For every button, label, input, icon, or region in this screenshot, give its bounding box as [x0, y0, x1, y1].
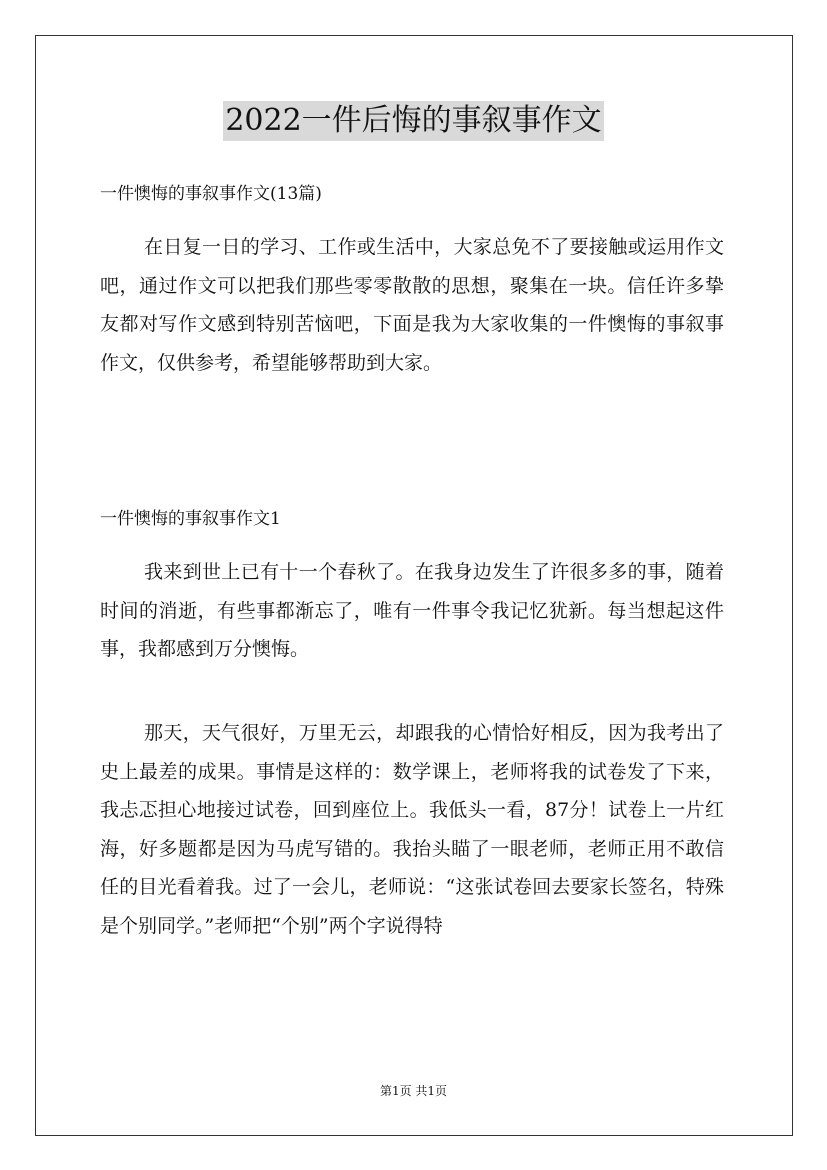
document-subtitle: 一件懊悔的事叙事作文(13篇)	[100, 184, 322, 204]
body-paragraph-1: 我来到世上已有十一个春秋了。在我身边发生了许很多多的事，随着时间的消逝，有些事都渐忘了，唯有一件事令我记忆犹新。每当想起这件事，我都感到万分懊悔。	[100, 561, 724, 660]
title-container	[0, 101, 827, 141]
intro-paragraph: 在日复一日的学习、工作或生活中，大家总免不了要接触或运用作文吧，通过作文可以把我们那些零零散散的思想，聚集在一块。信任许多挚友都对写作文感到特别苦恼吧，下面是我为大家收集的一件懊悔的事叙事作文，仅供参考，希望能够帮助到大家。	[100, 236, 724, 374]
body-paragraph-2: 那天，天气很好，万里无云，却跟我的心情恰好相反，因为我考出了史上最差的成果。事情是这样的：数学课上，老师将我的试卷发了下来，我忐忑担心地接过试卷，回到座位上。我低头一看，87分！试卷上一片红海，好多题都是因为马虎写错的。我抬头瞄了一眼老师，老师正用不敢信任的目光看着我。过了一会儿，老师说：“这张试卷回去要家长签名，特殊是个别同学。”老师把“个别”两个字说得特	[100, 722, 724, 937]
section-heading: 一件懊悔的事叙事作文1	[100, 509, 281, 529]
page-footer: 第1页 共1页	[379, 1084, 448, 1098]
document-title: 2022一件后悔的事叙事作文	[223, 101, 603, 141]
